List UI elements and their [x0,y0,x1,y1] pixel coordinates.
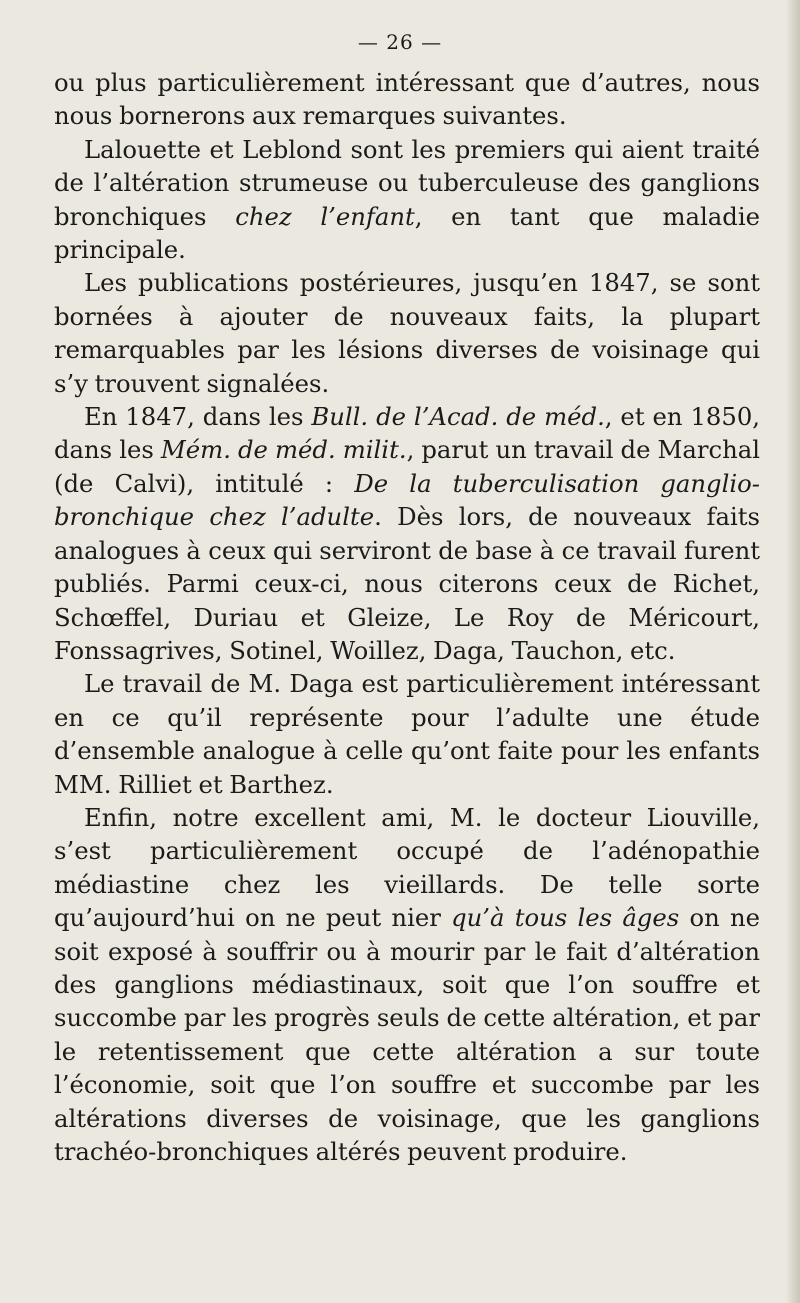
body-text [54,66,760,1168]
paragraph-4-text-3: , parut un travail de Marchal (de Calvi), intitulé : [54,435,760,498]
paragraph-2-italic-1: chez l’enfant [235,201,415,231]
paragraph-4-italic-2: Mém. de méd. milit. [160,435,407,465]
paragraph-2-text-2: , en tant que maladie principale. [54,201,760,265]
paragraph-4-text-4: . Dès lors, de nouveaux faits analogues à ceux qui serviront de base à ce travail furent publiés. Parmi ceux-ci, nous citerons ceux de Richet, Schœffel, Duriau et Gleize, Le Roy de Méricourt, Fonssagrives, Sotinel, Woillez, Daga, Tauchon, etc. [54,502,761,665]
paragraph-1-text-1: ou plus particulièrement intéressant que d’autres, nous nous bornerons aux remarques suivantes. [54,68,760,131]
paragraph-2-text-1: Lalouette et Leblond sont les premiers qui aient traité de l’altération strumeuse ou tuberculeuse des ganglions bronchiques [54,134,760,231]
paragraph-5-text-1: Le travail de M. Daga est particulièrement intéressant en ce qu’il représente pour l’adulte une étude d’ensemble analogue à celle qu’ont faite pour les enfants MM. Rilliet et Barthez. [54,669,760,799]
paragraph-4 [54,400,760,667]
page-number: — 26 — [357,30,443,54]
paragraph-5 [54,667,760,801]
paragraph-4-italic-1: Bull. de l’Acad. de méd. [311,402,605,432]
page-edge-shadow [786,0,800,1303]
paragraph-3-text-1: Les publications postérieures, jusqu’en 1847, se sont bornées à ajouter de nouveaux faits, la plupart remarquables par les lésions diverses de voisinage qui s’y trouvent signalées. [54,268,760,398]
paragraph-3 [54,266,760,400]
paragraph-4-italic-3: De la tuberculisation ganglio-bronchique chez l’adulte [54,468,760,532]
paragraph-6-text-1: Enfin, notre excellent ami, M. le docteur Liouville, s’est particulièrement occupé de l’adénopathie médiastine chez les vieillards. De telle sorte qu’aujourd’hui on ne peut nier [54,802,760,933]
paragraph-1 [54,66,760,133]
paragraph-4-text-2: , et en 1850, dans les [54,402,760,465]
paragraph-6 [54,801,760,1168]
paragraph-4-text-1: En 1847, dans les [84,402,312,432]
paragraph-2 [54,133,760,267]
paragraph-6-italic-1: qu’à tous les âges [451,903,680,933]
paragraph-6-text-2: on ne soit exposé à souffrir ou à mourir par le fait d’altération des ganglions médiastinaux, soit que l’on souffre et succombe par les progrès seuls de cette altération, et par le retentissement que cette altération a sur toute l’économie, soit que l’on souffre et succombe par les altérations diverses de voisinage, que les ganglions trachéo-bronchiques altérés peuvent produire. [54,903,760,1166]
